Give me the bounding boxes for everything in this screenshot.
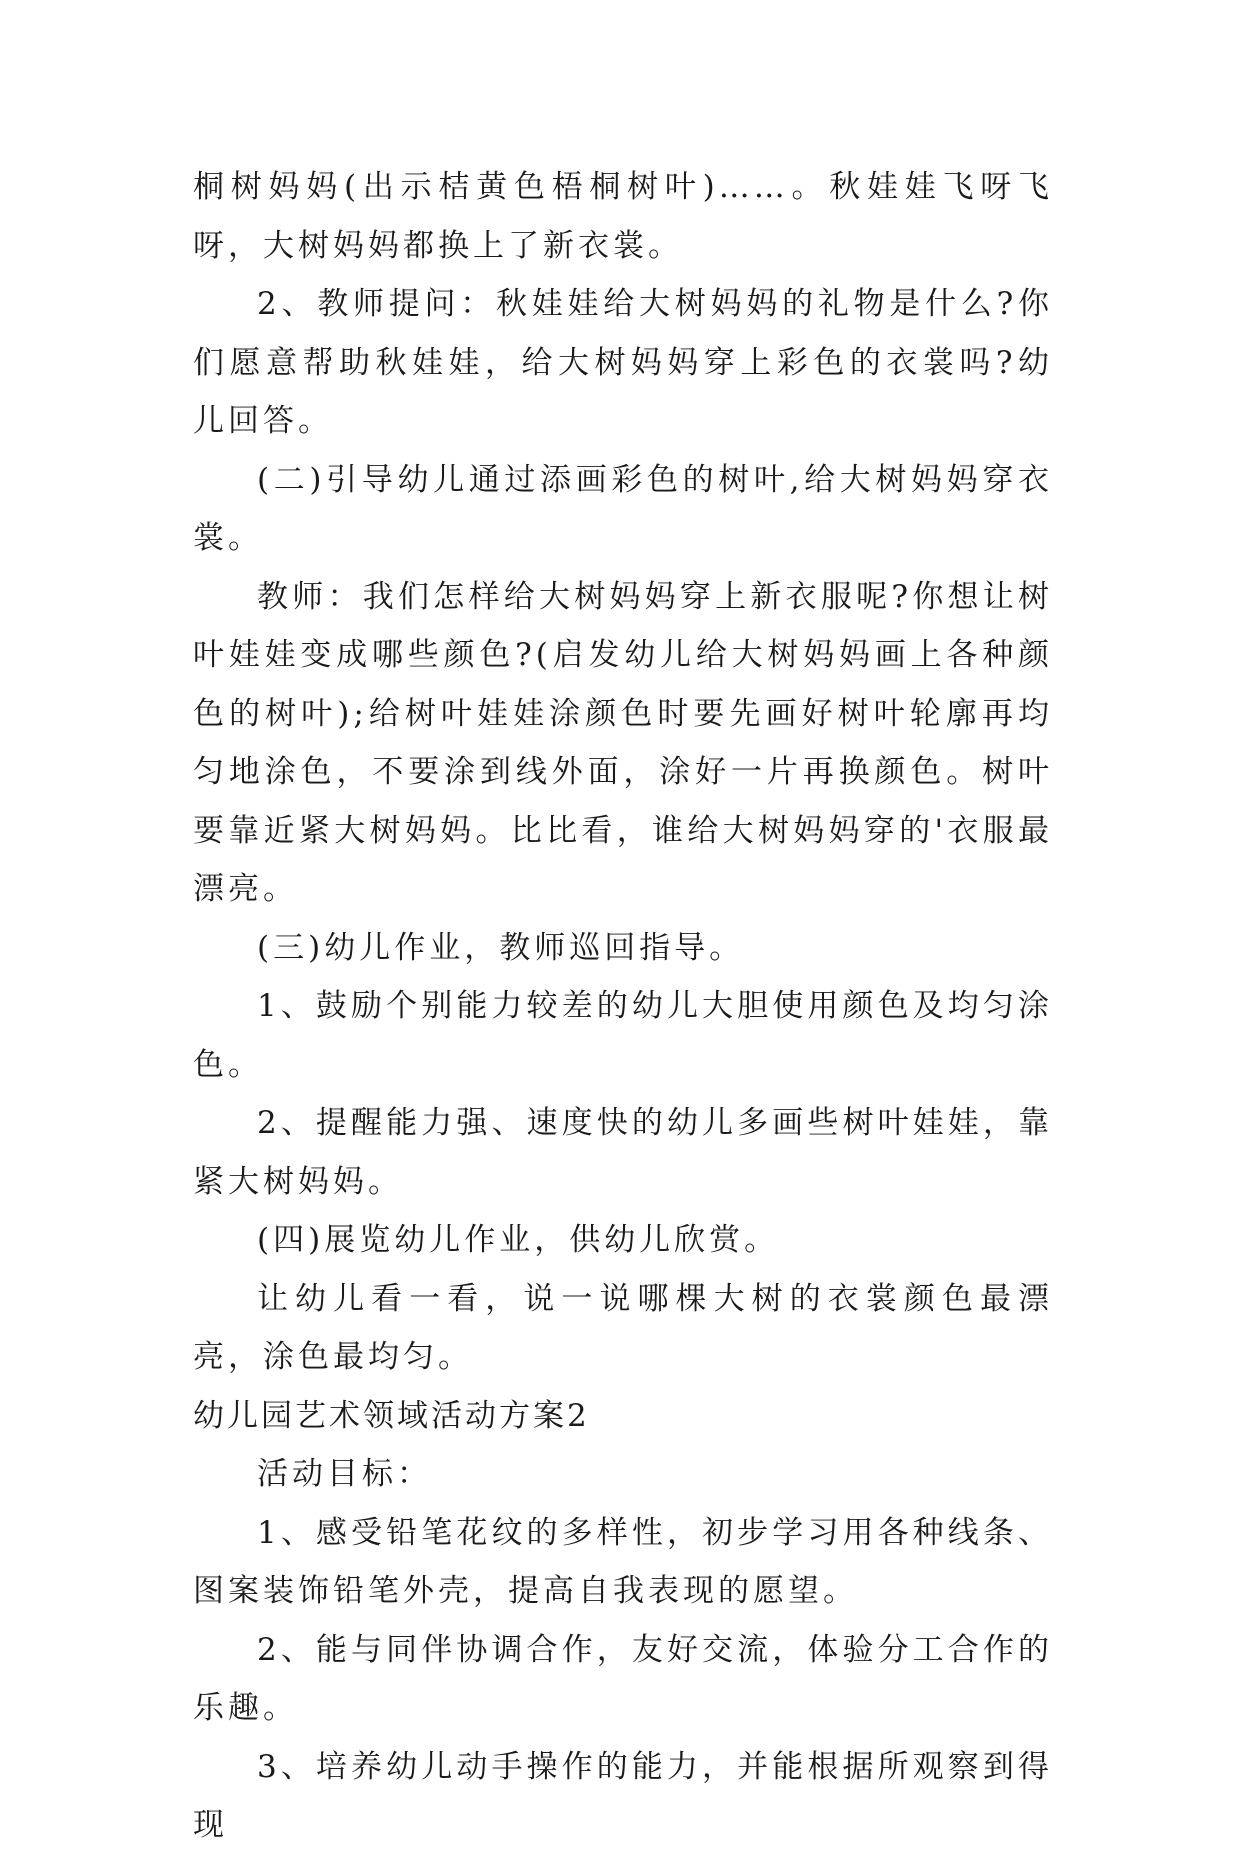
paragraph-goal-three: 3、培养幼儿动手操作的能力，并能根据所观察到得现 (193, 1748, 1053, 1843)
paragraph-activity-goals-label: 活动目标： (257, 1456, 432, 1492)
paragraph-section-two: (二)引导幼儿通过添画彩色的树叶,给大树妈妈穿衣裳。 (193, 461, 1053, 556)
paragraph-section-four: (四)展览幼儿作业，供幼儿欣赏。 (257, 1222, 780, 1258)
paragraph-continuation: 桐树妈妈(出示桔黄色梧桐树叶)……。秋娃娃飞呀飞呀，大树妈妈都换上了新衣裳。 (193, 169, 1053, 264)
document-body (193, 158, 1053, 1855)
paragraph-appreciation: 让幼儿看一看，说一说哪棵大树的衣裳颜色最漂亮，涂色最均匀。 (193, 1280, 1053, 1375)
paragraph-guidance-two: 2、提醒能力强、速度快的幼儿多画些树叶娃娃，靠紧大树妈妈。 (193, 1105, 1053, 1200)
paragraph-section-three: (三)幼儿作业，教师巡回指导。 (257, 929, 745, 966)
paragraph-goal-two: 2、能与同伴协调合作，友好交流，体验分工合作的乐趣。 (193, 1631, 1053, 1726)
paragraph-teacher-question: 2、教师提问：秋娃娃给大树妈妈的礼物是什么?你们愿意帮助秋娃娃，给大树妈妈穿上彩色的衣裳吗?幼儿回答。 (193, 286, 1053, 439)
paragraph-goal-one: 1、感受铅笔花纹的多样性，初步学习用各种线条、图案装饰铅笔外壳，提高自我表现的愿望。 (193, 1514, 1053, 1609)
paragraph-guidance-one: 1、鼓励个别能力较差的幼儿大胆使用颜色及均匀涂色。 (193, 988, 1053, 1083)
paragraph-teacher-instruction: 教师：我们怎样给大树妈妈穿上新衣服呢?你想让树叶娃娃变成哪些颜色?(启发幼儿给大树妈妈画上各种颜色的树叶);给树叶娃娃涂颜色时要先画好树叶轮廓再均匀地涂色，不要涂到线外面，涂好一片再换颜色。树叶要靠近紧大树妈妈。比比看，谁给大树妈妈穿的'衣服最漂亮。 (193, 578, 1053, 907)
section-heading: 幼儿园艺术领域活动方案2 (193, 1397, 590, 1434)
